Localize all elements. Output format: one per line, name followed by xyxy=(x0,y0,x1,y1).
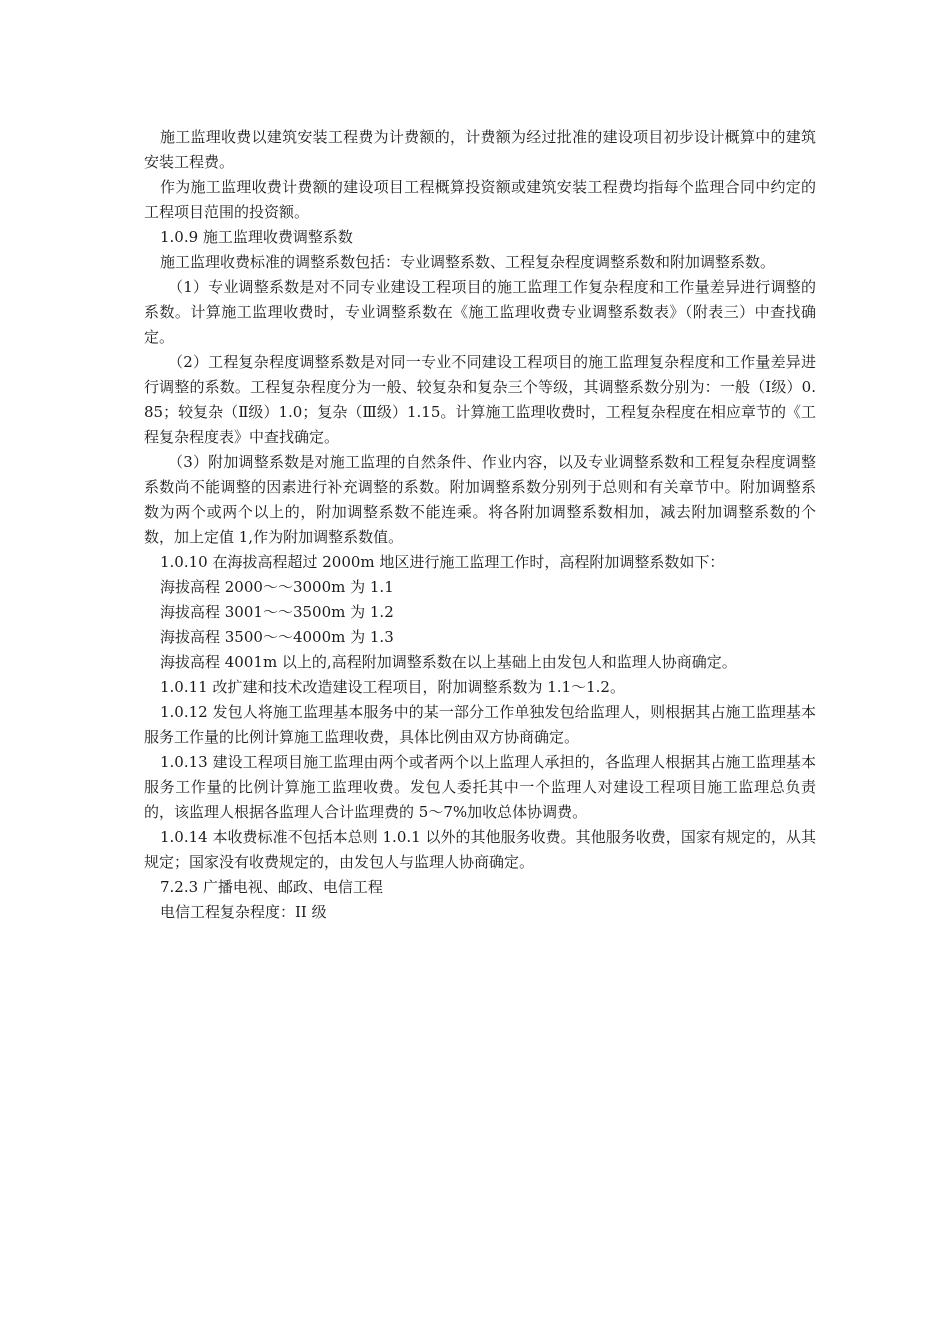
altitude-item-3: 海拔高程 3500～～4000m 为 1.3 xyxy=(160,628,394,646)
section-heading-1-0-9: 1.0.9 施工监理收费调整系数 xyxy=(160,228,353,246)
document-body xyxy=(144,125,816,925)
telecom-complexity-level: 电信工程复杂程度：II 级 xyxy=(160,903,327,921)
paragraph-investment-amount: 作为施工监理收费计费额的建设项目工程概算投资额或建筑安装工程费均指每个监理合同中约定的工程项目范围的投资额。 xyxy=(144,178,816,221)
section-1-0-13: 1.0.13 建设工程项目施工监理由两个或者两个以上监理人承担的，各监理人根据其占施工监理基本服务工作量的比例计算施工监理收费。发包人委托其中一个监理人对建设工程项目施工监理总负责的，该监理人根据各监理人合计监理费的 5～7%加收总体协调费。 xyxy=(144,753,816,821)
altitude-item-4: 海拔高程 4001m 以上的,高程附加调整系数在以上基础上由发包人和监理人协商确定。 xyxy=(160,653,737,671)
paragraph-professional-coefficient: （1）专业调整系数是对不同专业建设工程项目的施工监理工作复杂程度和工作量差异进行调整的系数。计算施工监理收费时，专业调整系数在《施工监理收费专业调整系数表》（附表三）中查找确定。 xyxy=(144,278,816,346)
altitude-item-1: 海拔高程 2000～～3000m 为 1.1 xyxy=(160,578,394,596)
section-7-2-3: 7.2.3 广播电视、邮政、电信工程 xyxy=(160,878,383,896)
section-1-0-14: 1.0.14 本收费标准不包括本总则 1.0.1 以外的其他服务收费。其他服务收费，国家有规定的，从其规定；国家没有收费规定的，由发包人与监理人协商确定。 xyxy=(144,828,816,871)
paragraph-fee-basis: 施工监理收费以建筑安装工程费为计费额的，计费额为经过批准的建设项目初步设计概算中的建筑安装工程费。 xyxy=(144,128,816,171)
section-1-0-11: 1.0.11 改扩建和技术改造建设工程项目，附加调整系数为 1.1～1.2。 xyxy=(160,678,625,696)
altitude-item-2: 海拔高程 3001～～3500m 为 1.2 xyxy=(160,603,394,621)
section-1-0-12: 1.0.12 发包人将施工监理基本服务中的某一部分工作单独发包给监理人，则根据其占施工监理基本服务工作量的比例计算施工监理收费，具体比例由双方协商确定。 xyxy=(144,703,816,746)
paragraph-coefficients-overview: 施工监理收费标准的调整系数包括：专业调整系数、工程复杂程度调整系数和附加调整系数。 xyxy=(160,253,776,271)
section-1-0-10-altitude: 1.0.10 在海拔高程超过 2000m 地区进行施工监理工作时，高程附加调整系数如下： xyxy=(160,553,725,571)
paragraph-complexity-coefficient: （2）工程复杂程度调整系数是对同一专业不同建设工程项目的施工监理复杂程度和工作量差异进行调整的系数。工程复杂程度分为一般、较复杂和复杂三个等级，其调整系数分别为：一般（Ⅰ级）0.85；较复杂（Ⅱ级）1.0；复杂（Ⅲ级）1.15。计算施工监理收费时，工程复杂程度在相应章节的《工程复杂程度表》中查找确定。 xyxy=(144,353,816,446)
paragraph-additional-coefficient: （3）附加调整系数是对施工监理的自然条件、作业内容，以及专业调整系数和工程复杂程度调整系数尚不能调整的因素进行补充调整的系数。附加调整系数分别列于总则和有关章节中。附加调整系数为两个或两个以上的，附加调整系数不能连乘。将各附加调整系数相加，减去附加调整系数的个数，加上定值 1,作为附加调整系数值。 xyxy=(144,453,816,546)
